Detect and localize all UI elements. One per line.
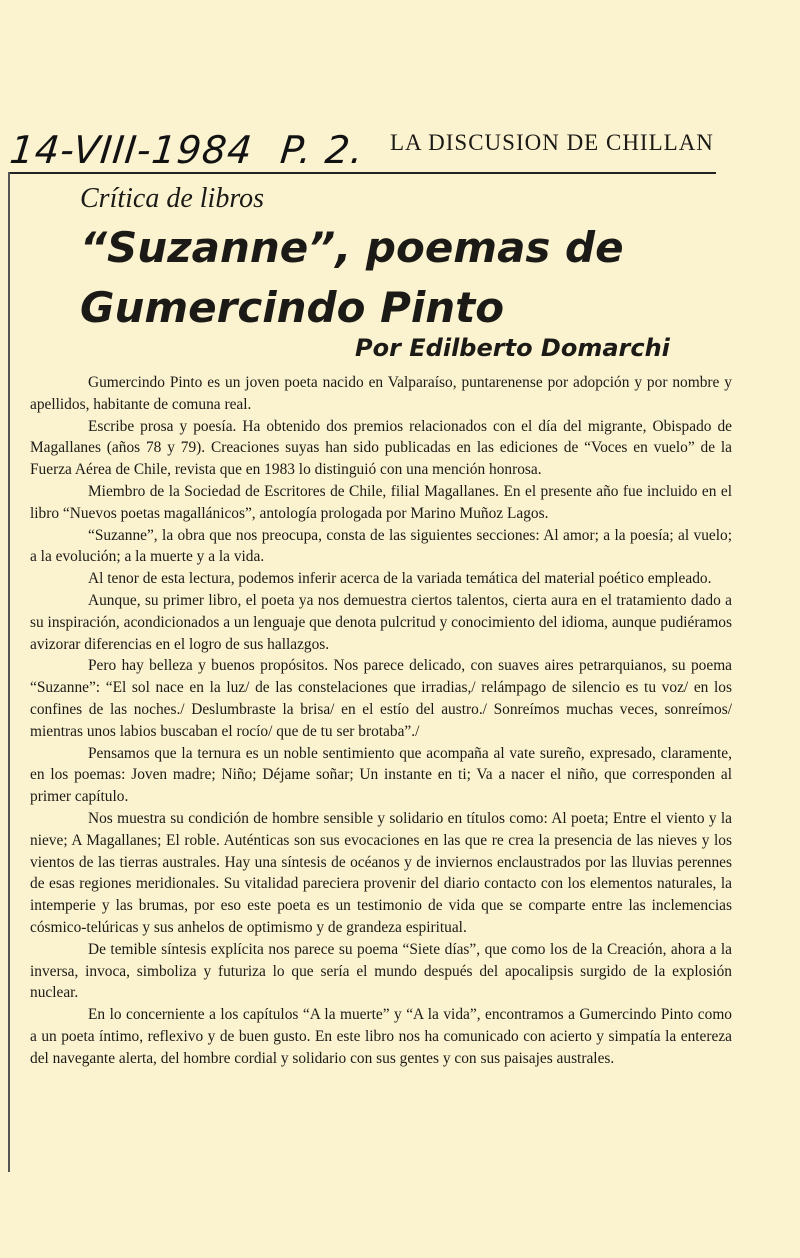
article-paragraph: Miembro de la Sociedad de Escritores de Chile, filial Magallanes. En el presente año fue incluido en el libro “Nuevos poetas magallánicos”, antología prologada por Marino Muñoz Lagos. bbox=[30, 482, 732, 522]
article-byline: Por Edilberto Domarchi bbox=[355, 334, 670, 362]
article-headline: “Suzanne”, poemas de Gumercindo Pinto bbox=[80, 223, 624, 332]
handwritten-annotation bbox=[8, 128, 366, 172]
article-paragraph: De temible síntesis explícita nos parece su poema “Siete días”, que como los de la Creación, ahora a la inversa, invoca, simboliza y futuriza lo que sería el mundo después del apocalipsis surgido de la explosión nuclear. bbox=[30, 940, 732, 1002]
article-paragraph: Escribe prosa y poesía. Ha obtenido dos premios relacionados con el día del migrante, Obispado de Magallanes (años 78 y 79). Creaciones suyas han sido publicadas en las ediciones de “Voces en vuelo” de la Fuerza Aérea de Chile, revista que en 1983 lo distinguió con una mención honrosa. bbox=[30, 417, 732, 479]
article-paragraph: En lo concerniente a los capítulos “A la muerte” y “A la vida”, encontramos a Gumercindo Pinto como a un poeta íntimo, reflexivo y de buen gusto. En este libro nos ha comunicado con acierto y simpatía la entereza del navegante alerta, del hombre cordial y solidario con sus gentes y con sus paisajes australes. bbox=[30, 1006, 732, 1067]
article-paragraph: Al tenor de esta lectura, podemos inferir acerca de la variada temática del material poético empleado. bbox=[88, 570, 712, 588]
handwritten-date: 14-VIII-1984 bbox=[7, 128, 255, 172]
article-paragraph: Pero hay belleza y buenos propósitos. Nos parece delicado, con suaves aires petrarquianos, su poema “Suzanne”: “El sol nace en la luz/ de las constelaciones que irradias,/ relámpago de silencio es tu voz/ en los confines de las noches./ Deslumbraste la brisa/ en el estío del austro./ Sonreímos muchas veces, sonreímos/ mientras unos labios buscaban el rocío/ que de tu ser brotaba”./ bbox=[30, 657, 732, 740]
column-rule bbox=[8, 172, 10, 1172]
article-paragraph: Aunque, su primer libro, el poeta ya nos demuestra ciertos talentos, cierta aura en el tratamiento dado a su inspiración, acondicionados a un lenguaje que denota pulcritud y conocimiento del idioma, aunque pudiéramos avizorar diferencias en el logro de sus hallazgos. bbox=[30, 591, 732, 653]
article-paragraph: “Suzanne”, la obra que nos preocupa, consta de las siguientes secciones: Al amor; a la poesía; al vuelo; a la evolución; a la muerte y a la vida. bbox=[30, 526, 732, 566]
article-paragraph: Gumercindo Pinto es un joven poeta nacido en Valparaíso, puntarenense por adopción y por nombre y apellidos, habitante de comuna real. bbox=[30, 374, 732, 413]
article-body bbox=[30, 372, 732, 1070]
article-paragraph: Nos muestra su condición de hombre sensible y solidario en títulos como: Al poeta; Entre el viento y la nieve; A Magallanes; El roble. Auténticas son sus evocaciones en las que re crea la presencia de las nieves y los vientos de las tierras australes. Hay una síntesis de océanos y de inviernos enclaustrados por las lluvias perennes de esas regiones meridionales. Su vitalidad pareciera provenir del diario contacto con los elementos naturales, la intemperie y las brumas, por eso este poeta es un testimonio de vida que se comparte entre las inclemencias cósmico-telúricas y sus anhelos de optimismo y de grandeza espiritual. bbox=[30, 809, 732, 936]
newspaper-masthead: LA DISCUSION DE CHILLAN bbox=[390, 130, 714, 155]
article-paragraph: Pensamos que la ternura es un noble sentimiento que acompaña al vate sureño, expresado, claramente, en los poemas: Joven madre; Niño; Déjame soñar; Un instante en ti; Va a nacer el niño, que corresponden al primer capítulo. bbox=[30, 744, 732, 806]
section-label: Crítica de libros bbox=[80, 183, 265, 214]
masthead-rule bbox=[8, 172, 716, 174]
handwritten-page-mark: P. 2. bbox=[278, 128, 366, 172]
